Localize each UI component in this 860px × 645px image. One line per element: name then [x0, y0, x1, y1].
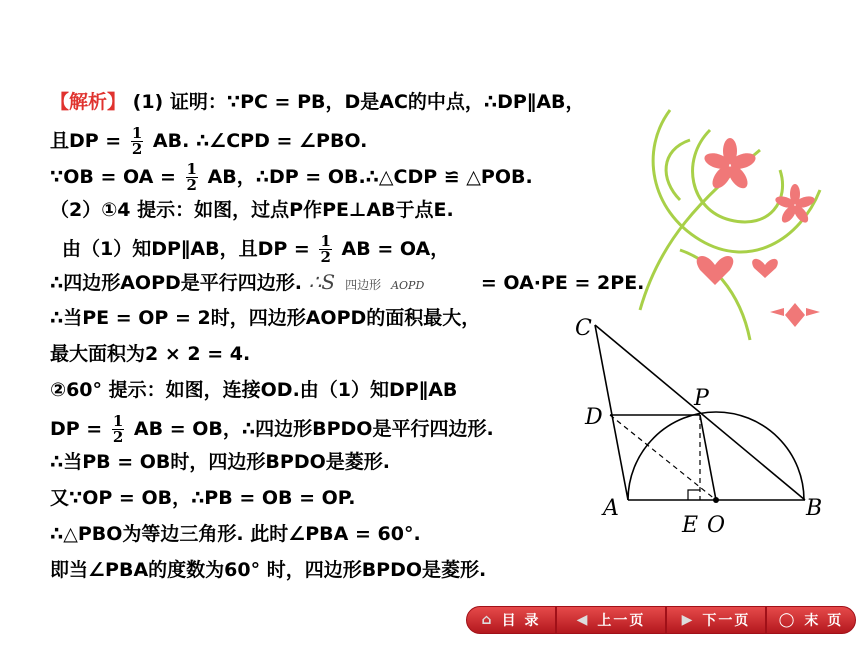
fraction-half: $\frac{1}{2}$: [131, 124, 143, 158]
line-12: 又∵OP = OB，∴PB = OB = OP.: [50, 487, 356, 509]
fraction-half: $\frac{1}{2}$: [112, 412, 124, 446]
line-2: 且DP = $\frac{1}{2}$ AB. ∴∠CPD = ∠PBO.: [50, 124, 368, 158]
geometry-figure: [570, 310, 840, 540]
line-9: ②60° 提示：如图，连接OD.由（1）知DP∥AB: [50, 379, 458, 401]
segment-PO: [700, 415, 716, 500]
line-6: ∴四边形AOPD是平行四边形. ∴S 四边形 AOPD = OA·PE = 2PE.: [50, 270, 645, 294]
label-D: D: [585, 405, 603, 430]
label-C: C: [575, 316, 592, 341]
last-page-button[interactable]: ◯ 末 页: [766, 606, 856, 634]
area-symbol: ∴S 四边形 AOPD: [308, 270, 425, 294]
line-1: 【解析】 (1) 证明：∵PC = PB，D是AC的中点，∴DP∥AB，: [50, 91, 585, 113]
label-A: A: [603, 496, 619, 521]
line-8: 最大面积为2 × 2 = 4.: [50, 343, 251, 365]
right-triangle-icon: ▶: [681, 612, 695, 628]
next-page-button[interactable]: ▶ 下一页: [666, 606, 766, 634]
fraction-half: $\frac{1}{2}$: [320, 232, 331, 266]
label-P: P: [694, 386, 709, 411]
point-O: [713, 497, 719, 503]
nav-bar: [466, 606, 856, 634]
label-E: E: [682, 513, 699, 538]
toc-button[interactable]: ⌂ 目 录: [466, 606, 556, 634]
house-icon: ⌂: [481, 612, 494, 628]
fraction-half: $\frac{1}{2}$: [186, 160, 197, 194]
line-5: 由（1）知DP∥AB，且DP = $\frac{1}{2}$ AB = OA，: [62, 232, 450, 266]
line-13: ∴△PBO为等边三角形. 此时∠PBA = 60°.: [50, 523, 421, 545]
label-B: B: [806, 496, 823, 521]
line-10: DP = $\frac{1}{2}$ AB = OB，∴四边形BPDO是平行四边形.: [50, 412, 494, 446]
prev-page-button[interactable]: ◀ 上一页: [556, 606, 666, 634]
circle-icon: ◯: [778, 612, 797, 628]
left-triangle-icon: ◀: [576, 612, 590, 628]
line-4: （2）①4 提示：如图，过点P作PE⊥AB于点E.: [50, 199, 454, 221]
right-angle-mark: [688, 490, 700, 500]
line-3: ∵OB = OA = $\frac{1}{2}$ AB，∴DP = OB.∴△CDP ≌ △POB.: [50, 160, 533, 194]
analysis-tag: 【解析】: [50, 91, 127, 113]
line-7: ∴当PE = OP = 2时，四边形AOPD的面积最大，: [50, 307, 481, 329]
line-14: 即当∠PBA的度数为60° 时，四边形BPDO是菱形.: [50, 559, 487, 581]
label-O: O: [707, 513, 726, 538]
line-11: ∴当PB = OB时，四边形BPDO是菱形.: [50, 451, 390, 473]
